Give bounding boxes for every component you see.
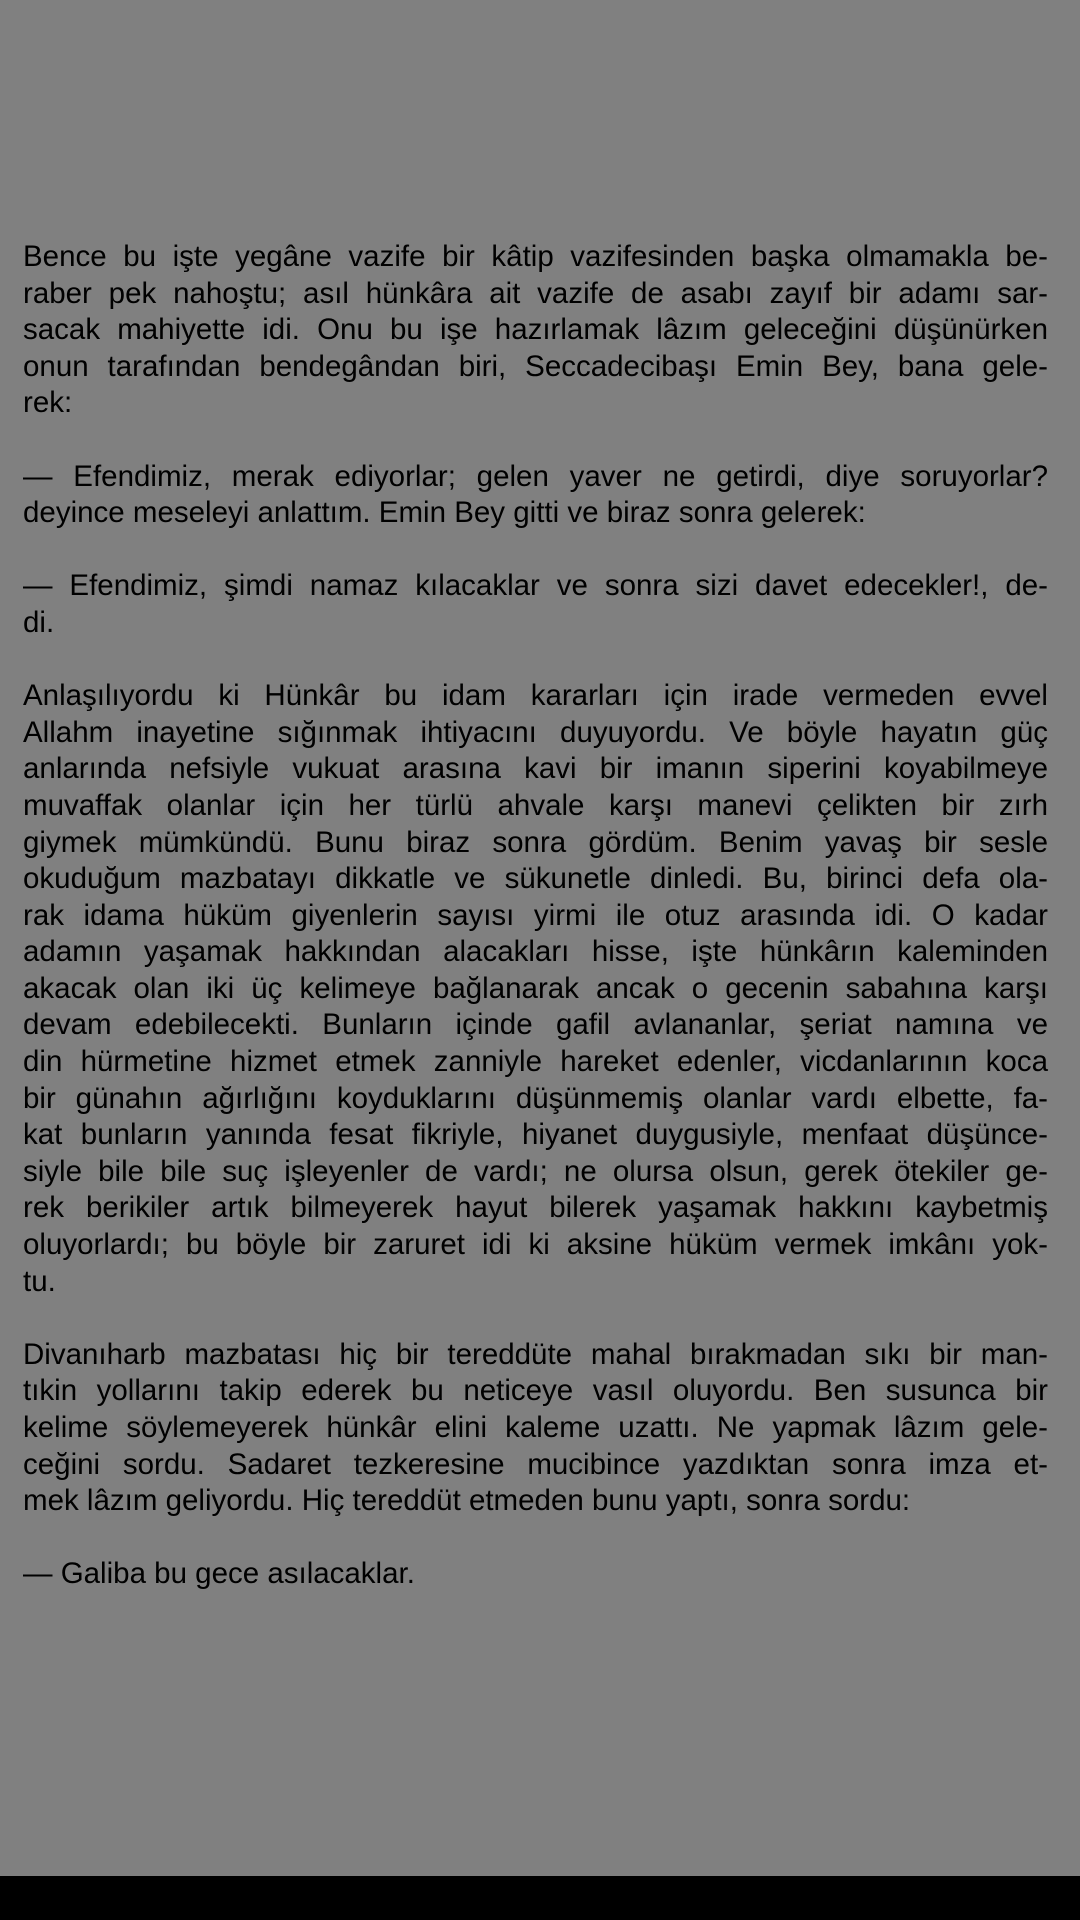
text-line: sacak mahiyette idi. Onu bu işe hazırlamak lâzım geleceğini düşünürken [23, 313, 1048, 347]
paragraph-4 [23, 678, 1048, 1300]
text-line: anlarında nefsiyle vukuat arasına kavi bir imanın siperini koyabilmeye [23, 752, 1048, 786]
text-line: siyle bile bile suç işleyenler de vardı; ne olursa olsun, gerek ötekiler ge- [23, 1154, 1048, 1188]
text-line: Bence bu işte yegâne vazife bir kâtip vazifesinden başka olmamakla be- [23, 240, 1048, 273]
text-line: deyince meseleyi anlattım. Emin Bey gitti ve biraz sonra gelerek: [23, 496, 866, 530]
text-line: devam edebilecekti. Bunların içinde gafil avlananlar, şeriat namına ve [23, 1008, 1048, 1042]
paragraph-3 [23, 568, 1048, 641]
text-line: tu. [23, 1264, 56, 1298]
text-line: kelime söylemeyerek hünkâr elini kaleme uzattı. Ne yapmak lâzım gele- [23, 1411, 1048, 1444]
text-line: giymek mümkündü. Bunu biraz sonra gördüm. Benim yavaş bir sesle [23, 825, 1048, 859]
text-line: Allahm inayetine sığınmak ihtiyacını duyuyordu. Ve böyle hayatın güç [23, 715, 1048, 749]
text-line: rak idama hüküm giyenlerin sayısı yirmi ile otuz arasında idi. O kadar [23, 898, 1048, 932]
text-line: muvaffak olanlar için her türlü ahvale karşı manevi çelikten bir zırh [23, 788, 1048, 822]
text-line: okuduğum mazbatayı dikkatle ve sükunetle dinledi. Bu, birinci defa ola- [23, 862, 1048, 896]
text-line: — Galiba bu gece asılacaklar. [23, 1557, 415, 1591]
text-line: kat bunların yanında fesat fikriyle, hiyanet duygusiyle, menfaat düşünce- [23, 1118, 1048, 1152]
text-line: Anlaşılıyordu ki Hünkâr bu idam kararları için irade vermeden evvel [23, 679, 1048, 713]
text-line: rek berikiler artık bilmeyerek hayut bilerek yaşamak hakkını kaybetmiş [23, 1191, 1048, 1225]
paragraph-5 [23, 1337, 1048, 1520]
text-line: oluyorlardı; bu böyle bir zaruret idi ki aksine hüküm vermek imkânı yok- [23, 1228, 1048, 1262]
text-line: akacak olan iki üç kelimeye bağlanarak ancak o gecenin sabahına karşı [23, 971, 1048, 1005]
book-text [23, 239, 1048, 1593]
text-line: din hürmetine hizmet etmek zanniyle hareket edenler, vicdanlarının koca [23, 1045, 1048, 1079]
paragraph-6 [23, 1556, 1048, 1593]
paragraph-2 [23, 459, 1048, 532]
paragraph-1 [23, 239, 1048, 422]
text-line: rek: [23, 386, 73, 420]
text-line: — Efendimiz, merak ediyorlar; gelen yaver ne getirdi, diye soruyorlar? [23, 459, 1048, 493]
text-line: mek lâzım geliyordu. Hiç tereddüt etmeden bunu yaptı, sonra sordu: [23, 1484, 911, 1518]
text-line: raber pek nahoştu; asıl hünkâra ait vazife de asabı zayıf bir adamı sar- [23, 276, 1048, 310]
text-line: onun tarafından bendegândan biri, Seccadecibaşı Emin Bey, bana gele- [23, 349, 1048, 383]
text-line: ceğini sordu. Sadaret tezkeresine mucibince yazdıktan sonra imza et- [23, 1447, 1048, 1481]
text-line: adamın yaşamak hakkından alacakları hisse, işte hünkârın kaleminden [23, 935, 1048, 969]
navigation-bar [0, 1876, 1080, 1920]
text-line: di. [23, 605, 55, 639]
text-line: bir günahın ağırlığını koyduklarını düşünmemiş olanlar vardı elbette, fa- [23, 1081, 1048, 1115]
text-line: — Efendimiz, şimdi namaz kılacaklar ve sonra sizi davet edecekler!, de- [23, 569, 1048, 603]
text-line: Divanıharb mazbatası hiç bir tereddüte mahal bırakmadan sıkı bir man- [23, 1337, 1048, 1371]
text-line: tıkin yollarını takip ederek bu neticeye vasıl oluyordu. Ben susunca bir [23, 1374, 1048, 1408]
